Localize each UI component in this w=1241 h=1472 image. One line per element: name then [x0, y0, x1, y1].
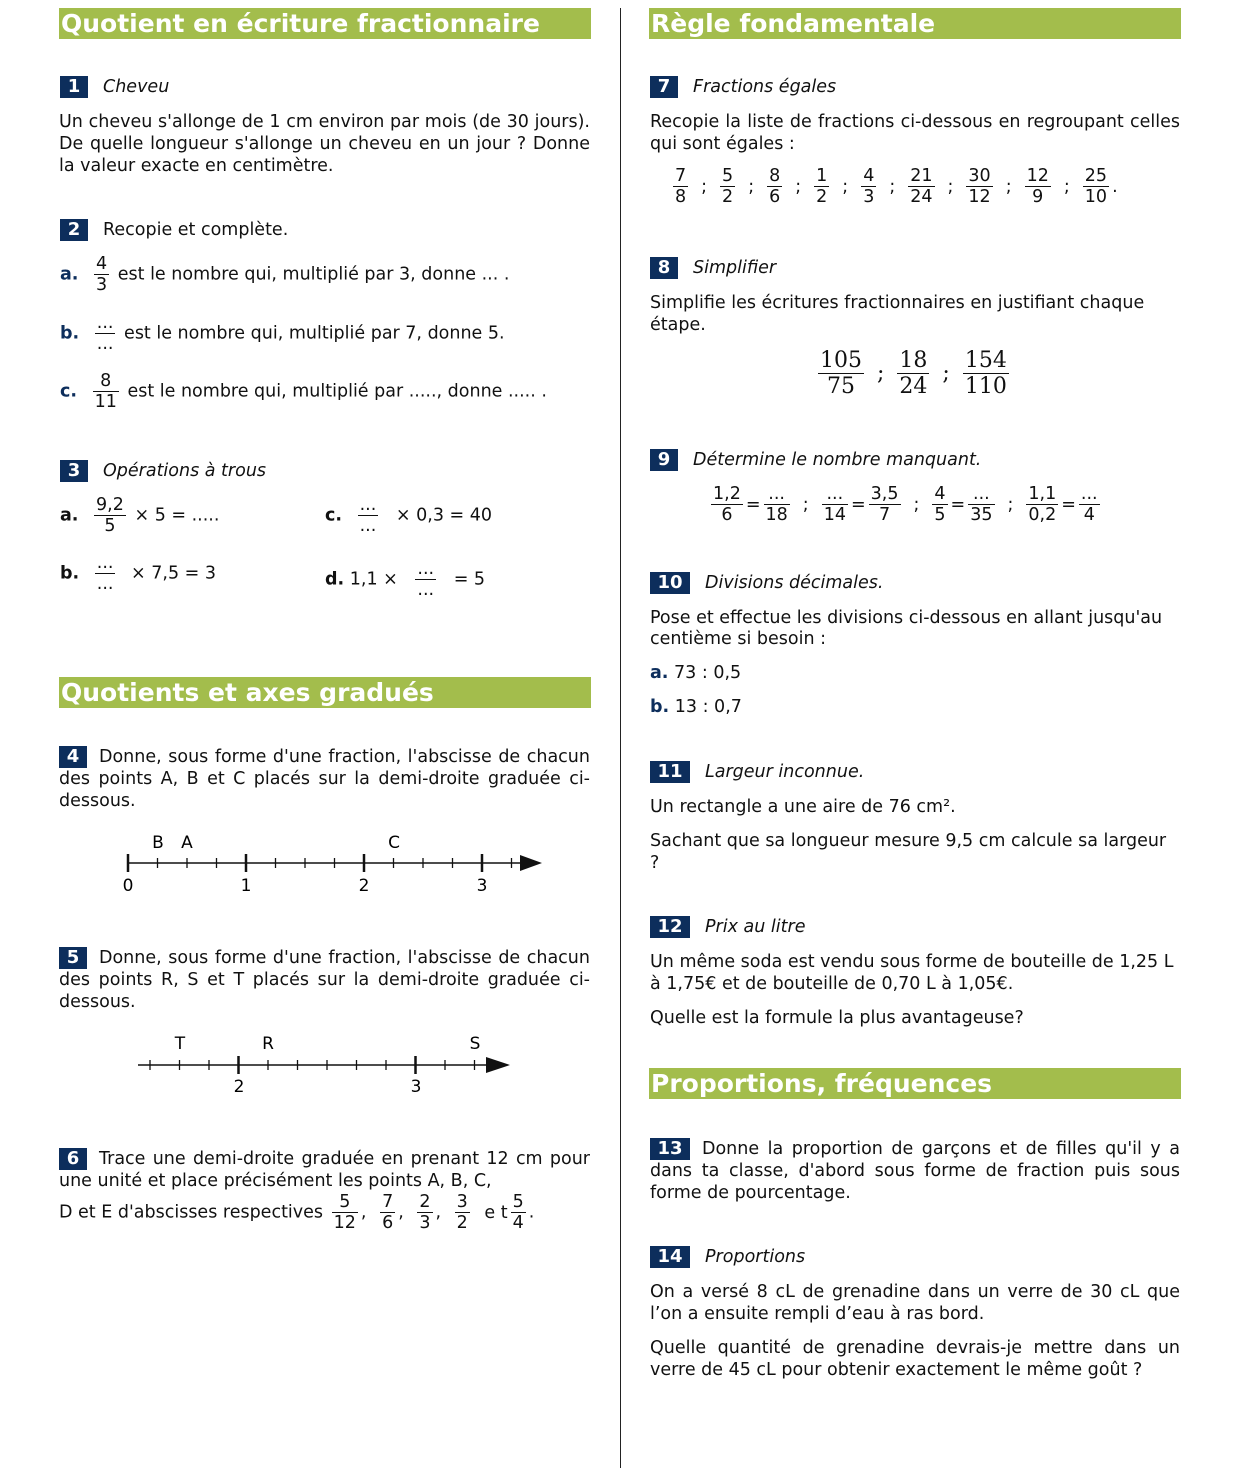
exercise-number: 7 — [650, 76, 678, 98]
exercise-11-text2: Sachant que sa longueur mesure 9,5 cm calcule sa largeur ? — [650, 831, 1167, 873]
exercise-11-text1: Un rectangle a une aire de 76 cm². — [650, 797, 956, 817]
exercise-3b: b. $\frac{...}{...}$ × 7,5 = 3 — [60, 553, 217, 595]
point-label-a: A — [181, 833, 193, 853]
exercise-8-text: Simplifie les écritures fractionnaires en justifiant chaque étape. — [650, 293, 1145, 335]
exercise-9-header — [650, 449, 981, 471]
exercise-8-fractions: $\frac{105}{75}$ ; $\frac{18}{24}$ ; $\frac{154}{110}$ — [820, 348, 1007, 400]
tick-label-2: 2 — [358, 876, 370, 896]
exercise-12-header — [650, 916, 805, 938]
exercise-title: Divisions décimales. — [705, 573, 884, 593]
exercise-10-text: Pose et effectue les divisions ci-dessous en allant jusqu'au centième si besoin : — [650, 608, 1163, 649]
exercise-number: 6 — [59, 1148, 87, 1170]
exercise-title: Recopie et complète. — [103, 220, 289, 240]
tick-label-2: 2 — [233, 1077, 245, 1097]
exercise-10b: b. 13 : 0,7 — [650, 697, 742, 717]
exercise-title: Opérations à trous — [103, 461, 267, 481]
point-label-s: S — [469, 1034, 481, 1054]
section-title-quotient: Quotient en écriture fractionnaire — [59, 8, 591, 39]
exercise-12-text1: Un même soda est vendu sous forme de bouteille de 1,25 L à 1,75€ et de bouteille de 0,70 L à 1,05€. — [650, 952, 1174, 994]
exercise-10a: a. 73 : 0,5 — [650, 663, 742, 683]
exercise-14-text2: Quelle quantité de grenadine devrais-je mettre dans un verre de 45 cL pour obtenir exactement le même goût ? — [650, 1338, 1180, 1380]
exercise-12-text2: Quelle est la formule la plus avantageuse? — [650, 1008, 1024, 1028]
exercise-8-header — [650, 257, 776, 279]
exercise-title: Proportions — [705, 1247, 806, 1267]
exercise-2a: a. $\frac{4}{3}$ est le nombre qui, multiplié par 3, donne ... . — [60, 254, 510, 296]
point-label-r: R — [262, 1034, 274, 1054]
exercise-9-equations: $\frac{1,2}{6}$ = $\frac{...}{18}$ ; $\frac{...}{14}$ = $\frac{3,5}{7}$ ; $\frac{4}{5}$ = $\frac{...}{35}$ ; $\frac{1,1}{0,2}$ = $\frac{...}{4}$ — [713, 484, 1098, 526]
point-label-t: T — [174, 1034, 186, 1054]
column-divider — [620, 8, 621, 1468]
exercise-1-header — [60, 76, 169, 98]
exercise-7-fractions: $\frac{7}{8}$ ; $\frac{5}{2}$ ; $\frac{8}{6}$ ; $\frac{1}{2}$ ; $\frac{4}{3}$ ; $\frac{21}{24}$ ; $\frac{30}{12}$ ; $\frac{12}{9}$ ; $\frac{25}{10}$ . — [675, 166, 1118, 208]
section-title-regle: Règle fondamentale — [649, 8, 1181, 39]
exercise-number: 4 — [59, 746, 87, 768]
exercise-2b: b. $\frac{...}{...}$ est le nombre qui, multiplié par 7, donne 5. — [60, 313, 505, 355]
exercise-title: Prix au litre — [705, 917, 806, 937]
tick-label-0: 0 — [122, 876, 134, 896]
exercise-7-header — [650, 76, 836, 98]
exercise-number: 5 — [59, 947, 87, 969]
exercise-number: 8 — [650, 257, 678, 279]
section-title-proportions: Proportions, fréquences — [649, 1068, 1181, 1099]
exercise-number: 14 — [650, 1246, 690, 1268]
exercise-number: 2 — [60, 219, 88, 241]
exercise-4-text: 4 Donne, sous forme d'une fraction, l'abscisse de chacun des points A, B et C placés sur la demi-droite graduée ci-dessous. — [59, 746, 590, 811]
exercise-6-text: 6 Trace une demi-droite graduée en prenant 12 cm pour une unité et place précisément les points A, B, C, — [59, 1148, 590, 1191]
exercise-2c: c. $\frac{8}{11}$ est le nombre qui, multiplié par ....., donne ..... . — [60, 371, 547, 413]
exercise-number: 9 — [650, 449, 678, 471]
exercise-3-header — [60, 460, 266, 482]
exercise-1-text: Un cheveu s'allonge de 1 cm environ par mois (de 30 jours). De quelle longueur s'allonge un cheveu en un jour ? Donne la valeur exacte en centimètre. — [59, 112, 590, 176]
exercise-2-header — [60, 219, 288, 241]
exercise-number: 13 — [650, 1138, 690, 1160]
exercise-title: Détermine le nombre manquant. — [693, 450, 982, 470]
exercise-3c: c. $\frac{...}{...}$ × 0,3 = 40 — [325, 495, 493, 537]
exercise-14-text1: On a versé 8 cL de grenadine dans un verre de 30 cL que l’on a ensuite rempli d’eau à ras bord. — [650, 1282, 1180, 1324]
exercise-title: Cheveu — [103, 77, 170, 97]
tick-label-3: 3 — [410, 1077, 422, 1097]
exercise-number: 11 — [650, 761, 690, 783]
exercise-11-header — [650, 761, 864, 783]
exercise-13-text: 13 Donne la proportion de garçons et de filles qu'il y a dans ta classe, d'abord sous forme de fraction puis sous forme de pourcentage. — [650, 1138, 1180, 1203]
exercise-5-text: 5 Donne, sous forme d'une fraction, l'abscisse de chacun des points R, S et T placés sur la demi-droite graduée ci-dessous. — [59, 947, 590, 1012]
exercise-3a: a. $\frac{9,2}{5}$ × 5 = ..... — [60, 495, 220, 537]
point-label-b: B — [152, 833, 164, 853]
exercise-number: 1 — [60, 76, 88, 98]
tick-label-3: 3 — [476, 876, 488, 896]
exercise-number: 3 — [60, 460, 88, 482]
exercise-6-abscissas: D et E d'abscisses respectives $\frac{5}{12}$ , $\frac{7}{6}$ , $\frac{2}{3}$ , $\frac{3}{2}$ e t $\frac{5}{4}$ . — [59, 1192, 535, 1234]
exercise-title: Fractions égales — [693, 77, 837, 97]
exercise-title: Largeur inconnue. — [705, 762, 865, 782]
point-label-c: C — [388, 833, 400, 853]
number-line-ex4 — [110, 828, 550, 898]
number-line-ex5 — [130, 1030, 520, 1100]
tick-label-1: 1 — [240, 876, 252, 896]
exercise-number: 10 — [650, 572, 690, 594]
exercise-7-text: Recopie la liste de fractions ci-dessous en regroupant celles qui sont égales : — [650, 112, 1180, 154]
exercise-3d: d. 1,1 × $\frac{...}{...}$ = 5 — [325, 559, 486, 601]
exercise-14-header — [650, 1246, 805, 1268]
exercise-10-header — [650, 572, 883, 594]
section-title-axes: Quotients et axes gradués — [59, 677, 591, 708]
exercise-title: Simplifier — [693, 258, 777, 278]
exercise-number: 12 — [650, 916, 690, 938]
